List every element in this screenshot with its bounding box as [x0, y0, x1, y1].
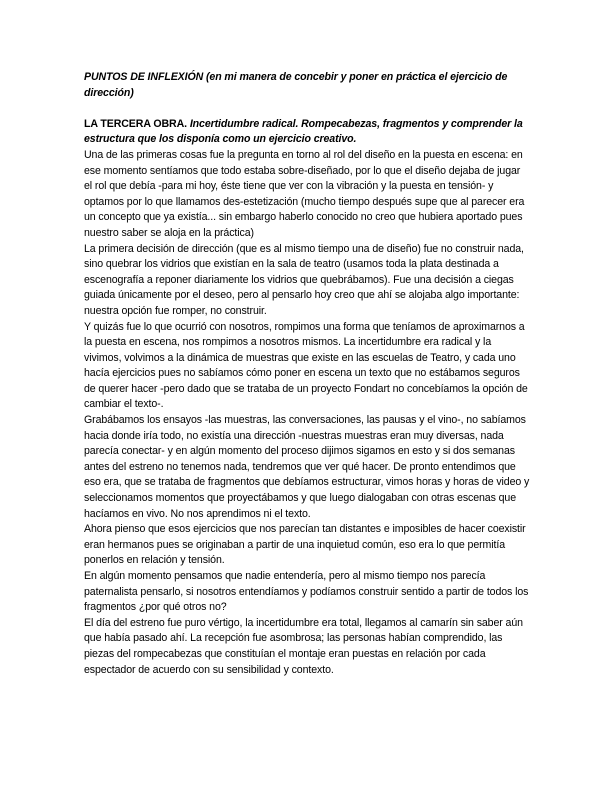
- paragraph: Una de las primeras cosas fue la pregunta en torno al rol del diseño en la puesta en escena: en ese momento sentíamos que todo estaba sobre-diseñado, por lo que el diseño dejaba de jugar el rol que debía -para mi hoy, éste tiene que ver con la vibración y la puesta en tensión- y optamos por lo que llamamos des-estetización (mucho tiempo después supe que al parecer era un concepto que ya existía... sin embargo haberlo conocido no creo que hubiera aportado pues nuestro saber se aloja en la práctica): [84, 148, 525, 239]
- paragraph: Grabábamos los ensayos -las muestras, las conversaciones, las pausas y el vino-, no sabíamos hacia donde iría todo, no existía una dirección -nuestras muestras eran muy diversas, nada parecía conectar- y en algún momento del proceso dijimos sigamos en esto y si dos semanas antes del estreno no tenemos nada, tendremos que ver qué hacer. De pronto entendimos que eso era, que se trataba de fragmentos que debíamos estructurar, vimos horas y horas de video y seleccionamos momentos que proyectábamos y que luego dialogaban con otras escenas que hacíamos en vivo. No nos aprendimos ni el texto.: [84, 414, 530, 520]
- section-label: LA TERCERA OBRA.: [84, 117, 187, 130]
- paragraph: El día del estreno fue puro vértigo, la incertidumbre era total, llegamos al camarín sin saber aún que había pasado ahí. La recepción fue asombrosa; las personas habían comprendido, las piezas del rompecabezas que constituían el montaje eran puestas en relación por cada espectador de acuerdo con su sensibilidad y contexto.: [84, 616, 523, 676]
- section-heading: [84, 117, 530, 148]
- section-subtitle: Incertidumbre radical. Rompecabezas, fragmentos y comprender la estructura que los disponía como un ejercicio creativo.: [84, 117, 523, 146]
- paragraph: Ahora pienso que esos ejercicios que nos parecían tan distantes e imposibles de hacer coexistir eran hermanos pues se originaban a partir de una inquietud común, eso era lo que permitía ponerlos en relación y tensión.: [84, 523, 526, 567]
- paragraph: La primera decisión de dirección (que es al mismo tiempo una de diseño) fue no construir nada, sino quebrar los vidrios que existían en la sala de teatro (usamos toda la plata destinada a escenografía a reponer diariamente los vidrios que quebrábamos). Fue una decisión a ciegas guiada únicamente por el deseo, pero al pensarlo hoy creo que ahí se alojaba algo importante: nuestra opción fue romper, no construir.: [84, 242, 524, 317]
- spacer: [84, 101, 530, 117]
- document-title: PUNTOS DE INFLEXIÓN (en mi manera de concebir y poner en práctica el ejercicio de dirección): [84, 71, 508, 99]
- document-page: [84, 70, 530, 678]
- paragraph: En algún momento pensamos que nadie entendería, pero al mismo tiempo nos parecía paternalista pensarlo, si nosotros entendíamos y podíamos construir sentido a partir de todos los fragmentos ¿por qué otros no?: [84, 570, 529, 614]
- paragraph: Y quizás fue lo que ocurrió con nosotros, rompimos una forma que teníamos de aproximarnos a la puesta en escena, nos rompimos a nosotros mismos. La incertidumbre era radical y la vivimos, volvimos a la dinámica de muestras que existe en las escuelas de Teatro, y cada uno hacía ejercicios pues no sabíamos cómo poner en escena un texto que no estábamos seguros de querer hacer -pero dado que se trataba de un proyecto Fondart no concebíamos la opción de cambiar el texto-.: [84, 320, 528, 411]
